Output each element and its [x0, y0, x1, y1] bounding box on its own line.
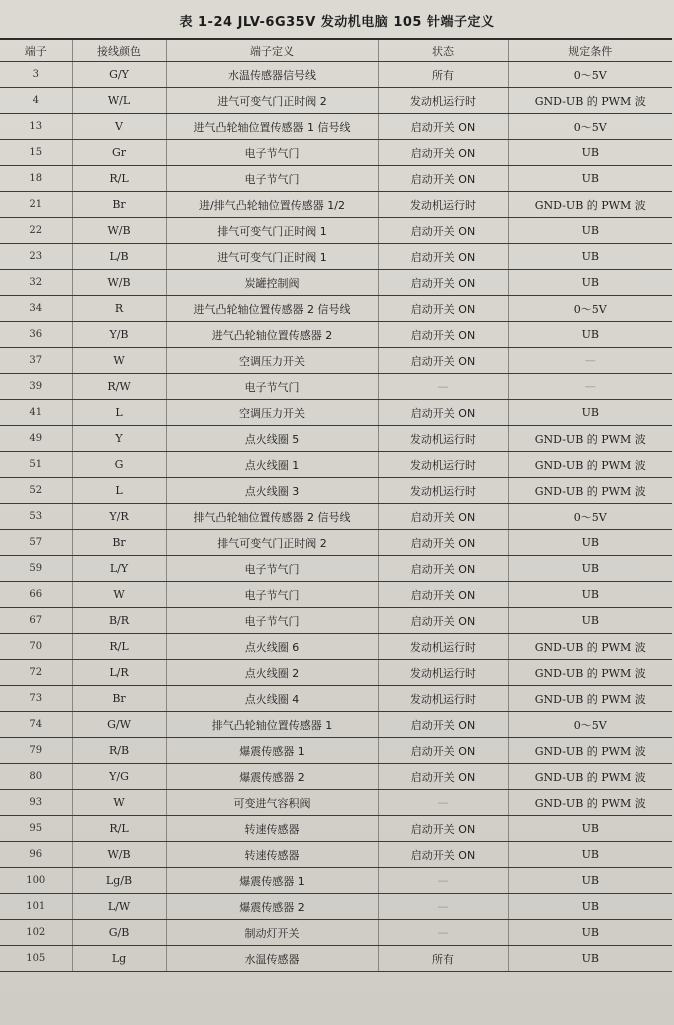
cell-terminal: 59: [0, 556, 72, 582]
cell-condition: 0～5V: [508, 114, 672, 140]
cell-definition: 电子节气门: [166, 140, 378, 166]
cell-definition: 爆震传感器 1: [166, 868, 378, 894]
cell-condition: UB: [508, 946, 672, 972]
cell-terminal: 93: [0, 790, 72, 816]
cell-wire-color: R/L: [72, 634, 166, 660]
cell-definition: 点火线圈 1: [166, 452, 378, 478]
cell-condition: UB: [508, 530, 672, 556]
cell-state: 发动机运行时: [378, 192, 508, 218]
cell-condition: GND-UB 的 PWM 波: [508, 660, 672, 686]
table-row: [0, 556, 672, 582]
cell-terminal: 101: [0, 894, 72, 920]
cell-state: —: [378, 868, 508, 894]
header-state: 状态: [378, 39, 508, 62]
table-row: [0, 374, 672, 400]
table-row: [0, 634, 672, 660]
cell-terminal: 4: [0, 88, 72, 114]
cell-state: 发动机运行时: [378, 452, 508, 478]
cell-definition: 电子节气门: [166, 374, 378, 400]
cell-terminal: 3: [0, 62, 72, 88]
cell-state: 发动机运行时: [378, 686, 508, 712]
table-row: [0, 660, 672, 686]
cell-terminal: 49: [0, 426, 72, 452]
cell-state: 启动开关 ON: [378, 608, 508, 634]
cell-wire-color: Y: [72, 426, 166, 452]
cell-definition: 点火线圈 6: [166, 634, 378, 660]
cell-terminal: 21: [0, 192, 72, 218]
cell-definition: 空调压力开关: [166, 348, 378, 374]
cell-state: 启动开关 ON: [378, 738, 508, 764]
cell-terminal: 80: [0, 764, 72, 790]
cell-terminal: 66: [0, 582, 72, 608]
table-row: [0, 270, 672, 296]
cell-wire-color: Y/R: [72, 504, 166, 530]
cell-wire-color: G/Y: [72, 62, 166, 88]
cell-state: 发动机运行时: [378, 478, 508, 504]
table-row: [0, 946, 672, 972]
header-definition: 端子定义: [166, 39, 378, 62]
cell-terminal: 74: [0, 712, 72, 738]
cell-wire-color: B/R: [72, 608, 166, 634]
cell-condition: GND-UB 的 PWM 波: [508, 88, 672, 114]
table-row: [0, 530, 672, 556]
cell-wire-color: W: [72, 348, 166, 374]
cell-wire-color: Lg: [72, 946, 166, 972]
cell-condition: UB: [508, 816, 672, 842]
cell-terminal: 79: [0, 738, 72, 764]
cell-state: 启动开关 ON: [378, 296, 508, 322]
cell-definition: 点火线圈 4: [166, 686, 378, 712]
cell-condition: GND-UB 的 PWM 波: [508, 634, 672, 660]
cell-state: 启动开关 ON: [378, 244, 508, 270]
header-condition: 规定条件: [508, 39, 672, 62]
table-row: [0, 244, 672, 270]
cell-wire-color: Br: [72, 530, 166, 556]
cell-condition: UB: [508, 868, 672, 894]
cell-wire-color: W: [72, 582, 166, 608]
cell-wire-color: L/W: [72, 894, 166, 920]
cell-definition: 可变进气容积阀: [166, 790, 378, 816]
cell-definition: 进气凸轮轴位置传感器 2: [166, 322, 378, 348]
cell-terminal: 105: [0, 946, 72, 972]
cell-definition: 进气凸轮轴位置传感器 1 信号线: [166, 114, 378, 140]
cell-definition: 爆震传感器 2: [166, 894, 378, 920]
cell-wire-color: W/L: [72, 88, 166, 114]
cell-terminal: 23: [0, 244, 72, 270]
cell-definition: 转速传感器: [166, 816, 378, 842]
table-row: [0, 816, 672, 842]
table-row: [0, 114, 672, 140]
table-row: [0, 322, 672, 348]
table-row: [0, 608, 672, 634]
cell-wire-color: W: [72, 790, 166, 816]
cell-terminal: 57: [0, 530, 72, 556]
table-row: [0, 894, 672, 920]
header-terminal: 端子: [0, 39, 72, 62]
table-row: [0, 166, 672, 192]
table-row: [0, 452, 672, 478]
table-row: [0, 504, 672, 530]
cell-definition: 电子节气门: [166, 582, 378, 608]
cell-condition: GND-UB 的 PWM 波: [508, 738, 672, 764]
cell-definition: 电子节气门: [166, 556, 378, 582]
header-row: [0, 39, 672, 62]
cell-state: 发动机运行时: [378, 426, 508, 452]
cell-terminal: 32: [0, 270, 72, 296]
cell-terminal: 51: [0, 452, 72, 478]
cell-terminal: 34: [0, 296, 72, 322]
cell-wire-color: W/B: [72, 270, 166, 296]
cell-state: 启动开关 ON: [378, 140, 508, 166]
cell-wire-color: L/R: [72, 660, 166, 686]
cell-definition: 点火线圈 2: [166, 660, 378, 686]
cell-wire-color: Y/G: [72, 764, 166, 790]
cell-definition: 爆震传感器 2: [166, 764, 378, 790]
cell-wire-color: R/W: [72, 374, 166, 400]
cell-condition: UB: [508, 894, 672, 920]
table-row: [0, 478, 672, 504]
cell-condition: UB: [508, 218, 672, 244]
cell-state: 发动机运行时: [378, 660, 508, 686]
table-row: [0, 426, 672, 452]
table-row: [0, 712, 672, 738]
cell-condition: UB: [508, 270, 672, 296]
cell-condition: —: [508, 374, 672, 400]
cell-condition: UB: [508, 556, 672, 582]
cell-condition: UB: [508, 166, 672, 192]
cell-state: 所有: [378, 62, 508, 88]
table-row: [0, 88, 672, 114]
cell-definition: 水温传感器: [166, 946, 378, 972]
cell-state: 启动开关 ON: [378, 348, 508, 374]
cell-wire-color: W/B: [72, 842, 166, 868]
table-row: [0, 920, 672, 946]
cell-condition: UB: [508, 244, 672, 270]
cell-definition: 制动灯开关: [166, 920, 378, 946]
cell-terminal: 15: [0, 140, 72, 166]
cell-wire-color: Y/B: [72, 322, 166, 348]
cell-state: 启动开关 ON: [378, 270, 508, 296]
cell-state: 启动开关 ON: [378, 764, 508, 790]
cell-terminal: 96: [0, 842, 72, 868]
cell-terminal: 100: [0, 868, 72, 894]
cell-terminal: 73: [0, 686, 72, 712]
cell-definition: 爆震传感器 1: [166, 738, 378, 764]
cell-state: —: [378, 894, 508, 920]
cell-state: 启动开关 ON: [378, 114, 508, 140]
cell-definition: 电子节气门: [166, 608, 378, 634]
cell-definition: 进气可变气门正时阀 2: [166, 88, 378, 114]
cell-condition: UB: [508, 582, 672, 608]
cell-state: 启动开关 ON: [378, 166, 508, 192]
cell-terminal: 41: [0, 400, 72, 426]
cell-state: 启动开关 ON: [378, 816, 508, 842]
cell-terminal: 102: [0, 920, 72, 946]
cell-state: 启动开关 ON: [378, 842, 508, 868]
cell-state: 启动开关 ON: [378, 322, 508, 348]
cell-state: 启动开关 ON: [378, 504, 508, 530]
table-row: [0, 842, 672, 868]
cell-terminal: 70: [0, 634, 72, 660]
cell-condition: 0～5V: [508, 712, 672, 738]
cell-wire-color: R/B: [72, 738, 166, 764]
cell-wire-color: L: [72, 478, 166, 504]
cell-state: —: [378, 920, 508, 946]
table-row: [0, 62, 672, 88]
cell-wire-color: G/W: [72, 712, 166, 738]
cell-condition: GND-UB 的 PWM 波: [508, 478, 672, 504]
cell-state: 发动机运行时: [378, 634, 508, 660]
cell-definition: 空调压力开关: [166, 400, 378, 426]
cell-wire-color: Lg/B: [72, 868, 166, 894]
cell-condition: —: [508, 348, 672, 374]
cell-condition: UB: [508, 842, 672, 868]
cell-terminal: 36: [0, 322, 72, 348]
cell-state: 启动开关 ON: [378, 712, 508, 738]
cell-wire-color: L/B: [72, 244, 166, 270]
table-row: [0, 582, 672, 608]
cell-state: 启动开关 ON: [378, 582, 508, 608]
cell-condition: 0～5V: [508, 296, 672, 322]
cell-definition: 排气凸轮轴位置传感器 2 信号线: [166, 504, 378, 530]
cell-condition: UB: [508, 920, 672, 946]
cell-wire-color: V: [72, 114, 166, 140]
cell-wire-color: R/L: [72, 816, 166, 842]
cell-wire-color: Gr: [72, 140, 166, 166]
cell-condition: GND-UB 的 PWM 波: [508, 764, 672, 790]
table-row: [0, 790, 672, 816]
cell-definition: 排气凸轮轴位置传感器 1: [166, 712, 378, 738]
cell-terminal: 13: [0, 114, 72, 140]
cell-definition: 排气可变气门正时阀 1: [166, 218, 378, 244]
cell-condition: GND-UB 的 PWM 波: [508, 192, 672, 218]
cell-definition: 点火线圈 3: [166, 478, 378, 504]
cell-terminal: 18: [0, 166, 72, 192]
cell-state: 启动开关 ON: [378, 400, 508, 426]
table-row: [0, 192, 672, 218]
cell-state: 启动开关 ON: [378, 556, 508, 582]
cell-condition: GND-UB 的 PWM 波: [508, 686, 672, 712]
cell-wire-color: R/L: [72, 166, 166, 192]
cell-state: —: [378, 790, 508, 816]
table-row: [0, 738, 672, 764]
cell-terminal: 52: [0, 478, 72, 504]
cell-terminal: 37: [0, 348, 72, 374]
cell-state: 启动开关 ON: [378, 218, 508, 244]
cell-condition: GND-UB 的 PWM 波: [508, 452, 672, 478]
cell-terminal: 22: [0, 218, 72, 244]
terminal-definition-table: [0, 38, 672, 972]
cell-definition: 进气凸轮轴位置传感器 2 信号线: [166, 296, 378, 322]
cell-definition: 进/排气凸轮轴位置传感器 1/2: [166, 192, 378, 218]
cell-definition: 电子节气门: [166, 166, 378, 192]
cell-condition: 0～5V: [508, 62, 672, 88]
cell-definition: 点火线圈 5: [166, 426, 378, 452]
cell-wire-color: W/B: [72, 218, 166, 244]
table-row: [0, 400, 672, 426]
cell-definition: 排气可变气门正时阀 2: [166, 530, 378, 556]
cell-state: 所有: [378, 946, 508, 972]
cell-wire-color: G/B: [72, 920, 166, 946]
table-row: [0, 868, 672, 894]
cell-definition: 水温传感器信号线: [166, 62, 378, 88]
cell-condition: GND-UB 的 PWM 波: [508, 426, 672, 452]
cell-definition: 转速传感器: [166, 842, 378, 868]
cell-wire-color: L: [72, 400, 166, 426]
table-title: 表 1-24 JLV-6G35V 发动机电脑 105 针端子定义: [179, 15, 495, 30]
table-row: [0, 348, 672, 374]
cell-terminal: 53: [0, 504, 72, 530]
cell-wire-color: R: [72, 296, 166, 322]
cell-condition: UB: [508, 400, 672, 426]
table-body: [0, 62, 672, 972]
table-row: [0, 218, 672, 244]
cell-condition: GND-UB 的 PWM 波: [508, 790, 672, 816]
cell-terminal: 95: [0, 816, 72, 842]
cell-condition: UB: [508, 322, 672, 348]
cell-state: 启动开关 ON: [378, 530, 508, 556]
cell-wire-color: L/Y: [72, 556, 166, 582]
table-row: [0, 296, 672, 322]
table-row: [0, 764, 672, 790]
table-row: [0, 686, 672, 712]
cell-state: 发动机运行时: [378, 88, 508, 114]
cell-wire-color: Br: [72, 192, 166, 218]
cell-wire-color: Br: [72, 686, 166, 712]
cell-terminal: 39: [0, 374, 72, 400]
cell-condition: UB: [508, 608, 672, 634]
header-wire-color: 接线颜色: [72, 39, 166, 62]
cell-wire-color: G: [72, 452, 166, 478]
cell-condition: UB: [508, 140, 672, 166]
cell-definition: 进气可变气门正时阀 1: [166, 244, 378, 270]
cell-definition: 炭罐控制阀: [166, 270, 378, 296]
cell-condition: 0～5V: [508, 504, 672, 530]
cell-terminal: 67: [0, 608, 72, 634]
cell-state: —: [378, 374, 508, 400]
cell-terminal: 72: [0, 660, 72, 686]
table-row: [0, 140, 672, 166]
